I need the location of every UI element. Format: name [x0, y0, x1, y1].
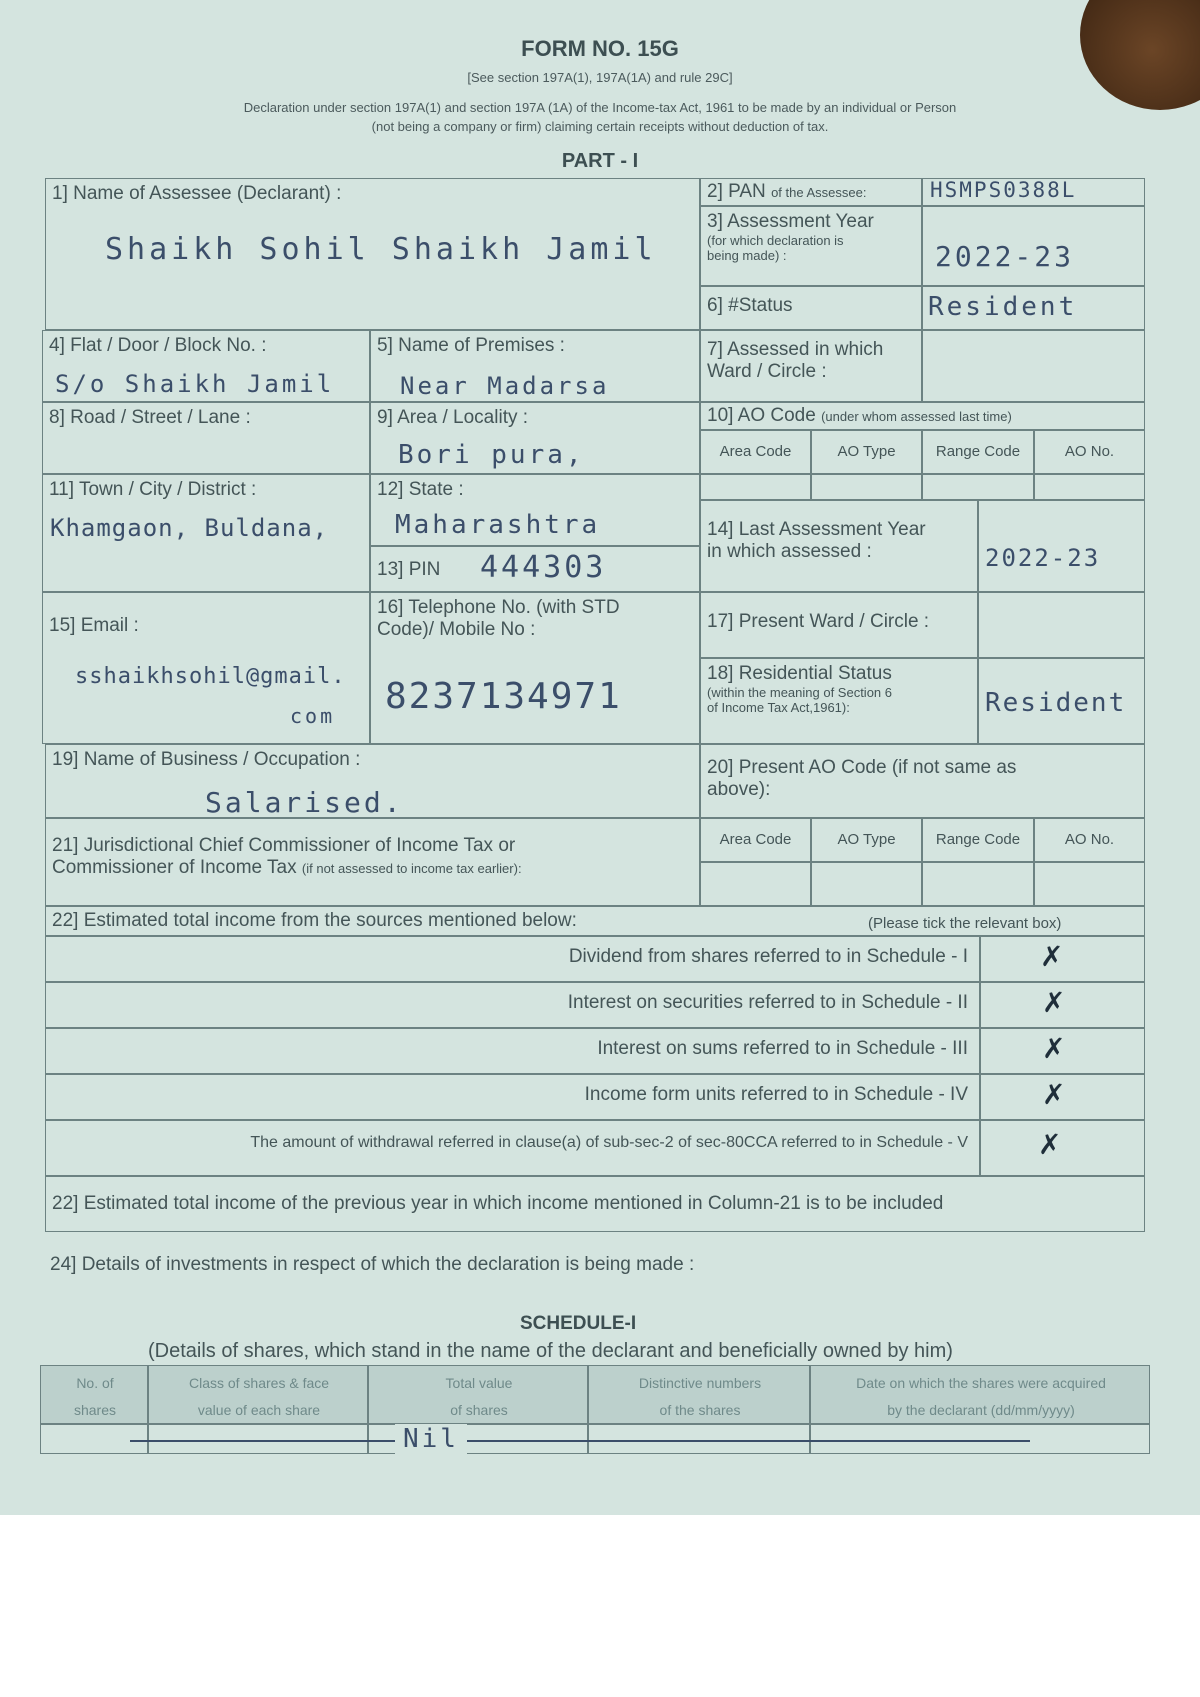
estimated-income-header: 22] Estimated total income from the sources mentioned below:	[45, 906, 1145, 936]
present-ao-number-value[interactable]	[1034, 862, 1145, 906]
assessment-year-label-cell: 3] Assessment Year (for which declaration is being made) :	[700, 206, 922, 286]
residential-status-label-cell: 18] Residential Status (within the meaning of Section 6 of Income Tax Act,1961):	[700, 658, 978, 744]
ward-value-cell	[922, 330, 1145, 402]
ao-area-code-value[interactable]	[700, 474, 811, 500]
source-label-5: The amount of withdrawal referred in clause(a) of sub-sec-2 of sec-80CCA referred to in Schedule - V	[250, 1134, 968, 1151]
form-title: FORM NO. 15G	[521, 36, 679, 61]
assessment-year-value: 2022-23	[935, 240, 1075, 273]
schedule-col-acquisition-date: Date on which the shares were acquired by the declarant (dd/mm/yyyy)	[810, 1365, 1150, 1424]
section-reference: [See section 197A(1), 197A(1A) and rule 29C]	[467, 70, 733, 85]
tick-mark-4: ✗	[1042, 1078, 1066, 1111]
tick-mark-1: ✗	[1040, 940, 1064, 973]
pin-cell: 13] PIN	[370, 546, 700, 592]
present-ao-type-value[interactable]	[811, 862, 922, 906]
flat-value: S/o Shaikh Jamil	[55, 370, 335, 398]
ao-code-label-cell: 10] AO Code (under whom assessed last time)	[700, 402, 1145, 430]
name-label: 1] Name of Assessee (Declarant) :	[52, 183, 342, 204]
tick-mark-3: ✗	[1042, 1032, 1066, 1065]
area-cell: 9] Area / Locality :	[370, 402, 700, 474]
business-cell: 19] Name of Business / Occupation :	[45, 744, 700, 818]
investments-heading: 24] Details of investments in respect of which the declaration is being made :	[50, 1254, 695, 1275]
source-label-4: Income form units referred to in Schedule - IV	[584, 1084, 968, 1105]
schedule-nil-entry: Nil	[395, 1424, 467, 1454]
present-ao-type-header: AO Type	[811, 818, 922, 862]
tick-mark-5: ✗	[1038, 1128, 1062, 1161]
present-ao-label-cell: 20] Present AO Code (if not same as above):	[700, 744, 1145, 818]
present-ward-value-cell[interactable]	[978, 592, 1145, 658]
last-assessment-label-cell: 14] Last Assessment Year in which assessed :	[700, 500, 978, 592]
email-value-line2: com	[290, 704, 336, 728]
jurisdiction-cell: 21] Jurisdictional Chief Commissioner of Income Tax or Commissioner of Income Tax (if not assessed to income tax earlier):	[45, 818, 700, 906]
state-value: Maharashtra	[395, 510, 601, 540]
schedule-cell-distinctive-numbers[interactable]	[588, 1424, 810, 1454]
ao-range-code-header: Range Code	[922, 430, 1034, 474]
ward-label-cell: 7] Assessed in which Ward / Circle :	[700, 330, 922, 402]
declaration-text: Declaration under section 197A(1) and section 197A (1A) of the Income-tax Act, 1961 to be made by an individual or Person (not being a company or firm) claiming certain receipts without deduction of tax.	[243, 100, 957, 134]
estimated-total-row: 22] Estimated total income of the previous year in which income mentioned in Column-21 is to be included	[45, 1176, 1145, 1232]
present-ao-range-code-header: Range Code	[922, 818, 1034, 862]
status-label-cell: 6] #Status	[700, 286, 922, 330]
town-cell: 11] Town / City / District :	[42, 474, 370, 592]
schedule-col-total-value: Total value of shares	[368, 1365, 588, 1424]
schedule-cell-class[interactable]	[148, 1424, 368, 1454]
present-ward-label-cell: 17] Present Ward / Circle :	[700, 592, 978, 658]
pan-label-cell: 2] PAN of the Assessee:	[700, 178, 922, 206]
source-label-2: Interest on securities referred to in Schedule - II	[567, 992, 968, 1013]
flat-cell: 4] Flat / Door / Block No. :	[42, 330, 370, 402]
town-value: Khamgaon, Buldana,	[50, 514, 329, 542]
email-cell: 15] Email :	[42, 592, 370, 744]
schedule-col-class: Class of shares & face value of each share	[148, 1365, 368, 1424]
schedule-subtitle: (Details of shares, which stand in the name of the declarant and beneficially owned by him)	[148, 1340, 953, 1362]
road-cell: 8] Road / Street / Lane :	[42, 402, 370, 474]
pan-value: HSMPS0388L	[930, 178, 1077, 202]
premises-value: Near Madarsa	[400, 372, 610, 400]
ao-number-header: AO No.	[1034, 430, 1145, 474]
present-ao-area-code-header: Area Code	[700, 818, 811, 862]
source-label-1: Dividend from shares referred to in Schedule - I	[568, 946, 968, 967]
present-ao-number-header: AO No.	[1034, 818, 1145, 862]
ao-type-value[interactable]	[811, 474, 922, 500]
schedule-col-distinctive-numbers: Distinctive numbers of the shares	[588, 1365, 810, 1424]
schedule-cell-acquisition-date[interactable]	[810, 1424, 1150, 1454]
ao-type-header: AO Type	[811, 430, 922, 474]
pin-value: 444303	[480, 550, 607, 585]
tick-instruction: (Please tick the relevant box)	[868, 915, 1062, 932]
ao-area-code-header: Area Code	[700, 430, 811, 474]
telephone-value: 8237134971	[385, 676, 622, 717]
nil-strike-line	[130, 1440, 1030, 1442]
tick-mark-2: ✗	[1042, 986, 1066, 1019]
name-value: Shaikh Sohil Shaikh Jamil	[105, 232, 657, 267]
email-value-line1: sshaikhsohil@gmail.	[75, 664, 346, 689]
telephone-cell: 16] Telephone No. (with STD Code)/ Mobile No :	[370, 592, 700, 744]
schedule-cell-shares-count[interactable]	[40, 1424, 148, 1454]
source-tick-box-5[interactable]	[980, 1120, 1145, 1176]
last-assessment-value: 2022-23	[985, 544, 1101, 572]
ao-number-value[interactable]	[1034, 474, 1145, 500]
source-label-3: Interest on sums referred to in Schedule - III	[597, 1038, 968, 1059]
present-ao-range-code-value[interactable]	[922, 862, 1034, 906]
part-heading: PART - I	[561, 150, 639, 172]
present-ao-area-code-value[interactable]	[700, 862, 811, 906]
schedule-col-shares-count: No. of shares	[40, 1365, 148, 1424]
residential-status-value: Resident	[985, 688, 1127, 718]
business-value: Salarised.	[205, 786, 404, 819]
area-value: Bori pura,	[398, 440, 585, 470]
status-value: Resident	[928, 292, 1078, 322]
ao-range-code-value[interactable]	[922, 474, 1034, 500]
schedule-title: SCHEDULE-I	[520, 1313, 637, 1334]
premises-cell: 5] Name of Premises :	[370, 330, 700, 402]
state-cell: 12] State :	[370, 474, 700, 546]
